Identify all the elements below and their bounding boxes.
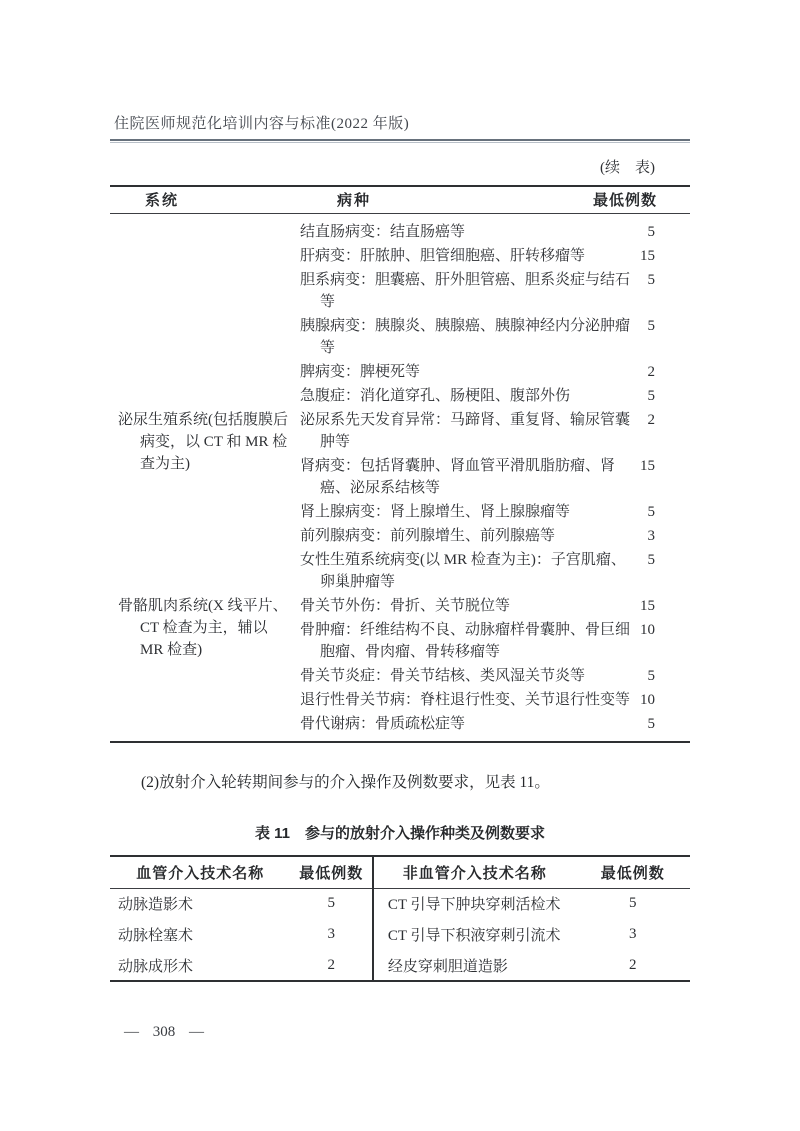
disease-rows [300, 221, 690, 409]
min-cases-cell: 2 [629, 956, 637, 973]
min-cases-cell: 2 [647, 412, 655, 428]
disease-cell: 前列腺病变：前列腺增生、前列腺癌等 [300, 528, 556, 544]
table-row [300, 525, 690, 547]
disease-cell: 骨关节外伤：骨折、关节脱位等 [300, 598, 511, 614]
running-head-rule [110, 139, 690, 143]
min-cases-cell: 15 [640, 598, 655, 614]
table-header-row [110, 187, 690, 214]
table-row [300, 595, 690, 617]
disease-cell: 女性生殖系统病变(以 MR 检查为主)：子宫肌瘤、卵巢肿瘤等 [300, 552, 626, 590]
min-cases-cell: 5 [629, 895, 637, 912]
table-row [300, 619, 690, 663]
table-row-group [110, 595, 690, 737]
min-cases-cell: 3 [647, 528, 655, 544]
disease-cell: 泌尿系先天发育异常：马蹄肾、重复肾、输尿管囊肿等 [300, 412, 631, 450]
running-head: 住院医师规范化培训内容与标准(2022 年版) [114, 116, 410, 132]
page-number: — 308 — [124, 1024, 204, 1040]
disease-cell: 急腹症：消化道穿孔、肠梗阻、腹部外伤 [300, 388, 571, 404]
system-cell: 骨骼肌肉系统(X 线平片、CT 检查为主，辅以 MR 检查) [118, 598, 288, 658]
table-row [300, 315, 690, 359]
min-cases-cell: 5 [327, 895, 335, 912]
disease-cell: 退行性骨关节病：脊柱退行性变、关节退行性变等 [300, 692, 631, 708]
header-vascular: 血管介入技术名称 [110, 856, 291, 888]
header-min-cases: 最低例数 [592, 192, 657, 209]
min-cases-cell: 3 [327, 926, 335, 942]
table-body [110, 214, 690, 741]
body-paragraph: (2)放射介入轮转期间参与的介入操作及例数要求，见表 11。 [141, 774, 550, 791]
header-min-cases-right: 最低例数 [576, 856, 690, 888]
table-row [300, 455, 690, 499]
table-row [300, 385, 690, 407]
table-row [300, 689, 690, 711]
disease-cell: 骨代谢病：骨质疏松症等 [300, 716, 466, 732]
table-row [300, 361, 690, 383]
continued-table-label: (续 表) [600, 160, 655, 176]
system-cell [110, 221, 300, 409]
table-row [110, 950, 690, 981]
system-cell: 泌尿生殖系统(包括腹膜后病变，以 CT 和 MR 检查为主) [118, 412, 288, 472]
page-content [110, 0, 690, 1041]
min-cases-cell: 5 [647, 388, 655, 404]
header-nonvascular: 非血管介入技术名称 [373, 856, 576, 888]
disease-cell: 肾上腺病变：肾上腺增生、肾上腺腺瘤等 [300, 504, 571, 520]
vascular-cell: 动脉成形术 [118, 958, 194, 975]
vascular-cell: 动脉造影术 [118, 897, 194, 914]
disease-cell: 肝病变：肝脓肿、胆管细胞癌、肝转移瘤等 [300, 248, 586, 264]
header-min-cases-left: 最低例数 [291, 856, 373, 888]
nonvascular-cell: CT 引导下肿块穿刺活检术 [373, 888, 576, 919]
min-cases-cell: 5 [647, 716, 655, 732]
table-row [300, 713, 690, 735]
table-header-row [110, 856, 690, 888]
table-row [300, 245, 690, 267]
disease-rows [300, 595, 690, 737]
disease-cell: 肾病变：包括肾囊肿、肾血管平滑肌脂肪瘤、肾癌、泌尿系结核等 [300, 458, 616, 496]
disease-cell: 脾病变：脾梗死等 [300, 364, 421, 380]
table-row [300, 269, 690, 313]
table-row [300, 665, 690, 687]
min-cases-cell: 5 [647, 272, 655, 288]
table-row [300, 501, 690, 523]
min-cases-cell: 10 [640, 692, 655, 708]
disease-requirements-table [110, 185, 690, 743]
table11-caption: 表 11 参与的放射介入操作种类及例数要求 [254, 825, 546, 842]
table-row [300, 549, 690, 593]
min-cases-cell: 5 [647, 552, 655, 568]
disease-cell: 结直肠病变：结直肠癌等 [300, 224, 466, 240]
min-cases-cell: 10 [640, 622, 655, 638]
table-row-group [110, 409, 690, 595]
min-cases-cell: 3 [629, 926, 637, 942]
vascular-cell: 动脉栓塞术 [118, 928, 194, 944]
intervention-table [110, 855, 690, 982]
min-cases-cell: 2 [647, 364, 655, 380]
min-cases-cell: 15 [640, 248, 655, 264]
disease-cell: 胆系病变：胆囊癌、肝外胆管癌、胆系炎症与结石等 [300, 272, 631, 310]
nonvascular-cell: 经皮穿刺胆道造影 [373, 950, 576, 981]
header-system: 系统 [145, 192, 180, 209]
table-row [110, 888, 690, 919]
min-cases-cell: 5 [647, 318, 655, 334]
min-cases-cell: 5 [647, 224, 655, 240]
min-cases-cell: 2 [327, 956, 335, 973]
header-disease: 病种 [337, 192, 372, 209]
disease-cell: 骨肿瘤：纤维结构不良、动脉瘤样骨囊肿、骨巨细胞瘤、骨肉瘤、骨转移瘤等 [300, 622, 631, 660]
disease-cell: 胰腺病变：胰腺炎、胰腺癌、胰腺神经内分泌肿瘤等 [300, 318, 631, 356]
nonvascular-cell: CT 引导下积液穿刺引流术 [373, 919, 576, 950]
min-cases-cell: 5 [647, 504, 655, 520]
table-row [300, 221, 690, 243]
table-row [110, 919, 690, 950]
table-row-group [110, 221, 690, 409]
min-cases-cell: 5 [647, 668, 655, 684]
table-row [300, 409, 690, 453]
min-cases-cell: 15 [640, 458, 655, 474]
disease-rows [300, 409, 690, 595]
disease-cell: 骨关节炎症：骨关节结核、类风湿关节炎等 [300, 668, 586, 684]
